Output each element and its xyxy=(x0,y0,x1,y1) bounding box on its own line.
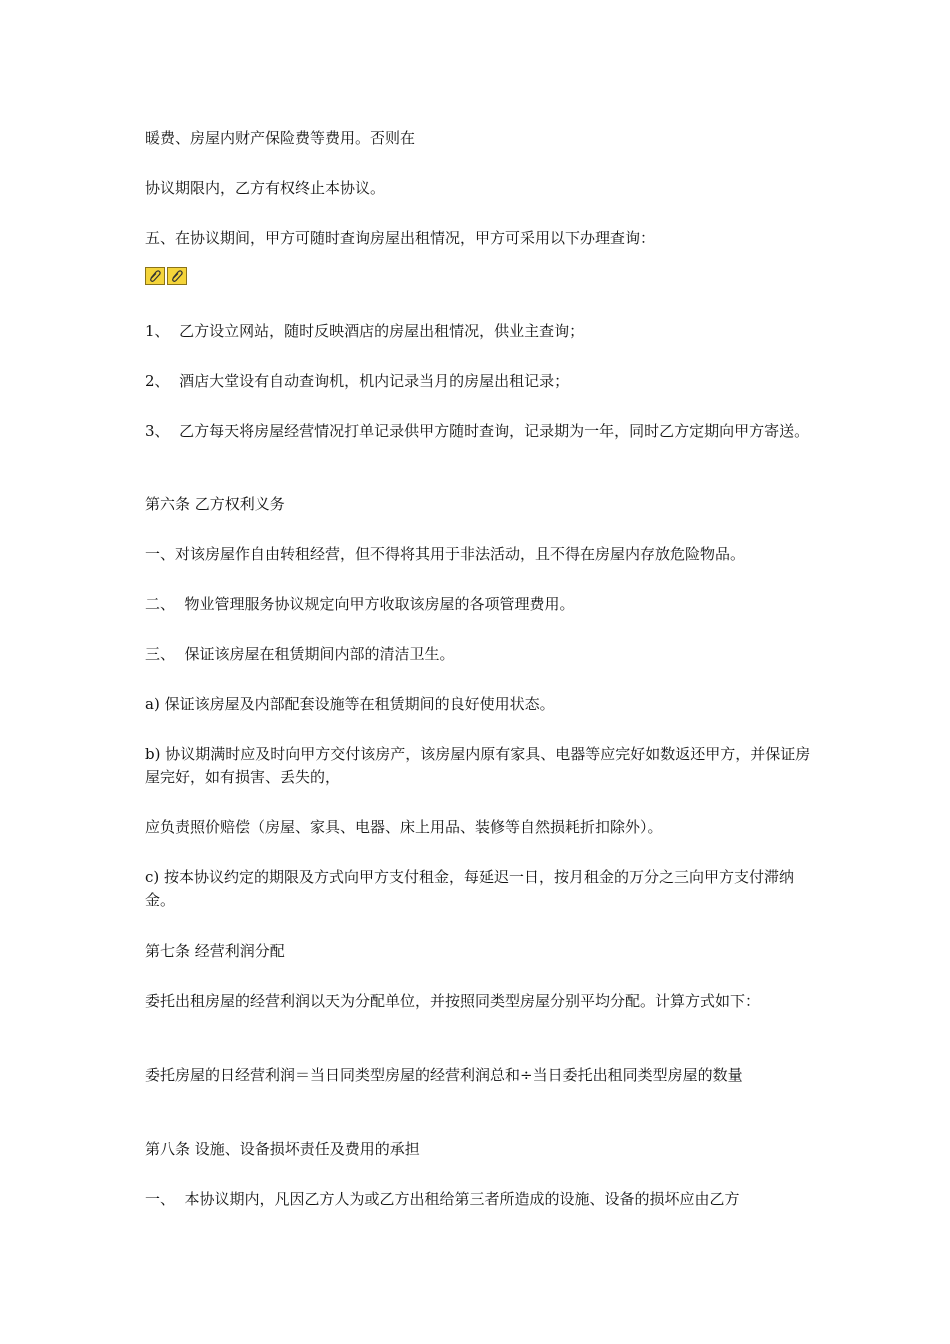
paragraph: a) 保证该房屋及内部配套设施等在租赁期间的良好使用状态。 xyxy=(145,695,555,713)
paragraph: 应负责照价赔偿（房屋、家具、电器、床上用品、装修等自然损耗折扣除外）。 xyxy=(145,818,663,836)
paperclip-icon[interactable] xyxy=(145,267,165,285)
paragraph: 二、 物业管理服务协议规定向甲方收取该房屋的各项管理费用。 xyxy=(145,595,575,613)
paragraph: 五、在协议期间，甲方可随时查询房屋出租情况，甲方可采用以下办理查询： xyxy=(145,229,656,247)
list-item: 1、 乙方设立网站，随时反映酒店的房屋出租情况，供业主查询； xyxy=(145,322,585,340)
list-item: 2、 酒店大堂设有自动查询机，机内记录当月的房屋出租记录； xyxy=(145,372,570,390)
section-heading: 第七条 经营利润分配 xyxy=(145,942,285,960)
paragraph: b) 协议期满时应及时向甲方交付该房产，该房屋内原有家具、电器等应完好如数返还甲方，并保证房屋完好，如有损害、丢失的， xyxy=(145,745,811,786)
paragraph: 委托房屋的日经营利润＝当日同类型房屋的经营利润总和÷当日委托出租同类型房屋的数量 xyxy=(145,1066,743,1084)
paragraph: c) 按本协议约定的期限及方式向甲方支付租金，每延迟一日，按月租金的万分之三向甲方支付滞纳金。 xyxy=(145,868,795,909)
paragraph: 一、 本协议期内，凡因乙方人为或乙方出租给第三者所造成的设施、设备的损坏应由乙方 xyxy=(145,1190,740,1208)
paperclip-icon[interactable] xyxy=(167,267,187,285)
list-item: 3、 乙方每天将房屋经营情况打单记录供甲方随时查询，记录期为一年，同时乙方定期向甲方寄送。 xyxy=(145,422,810,440)
embedded-objects xyxy=(145,267,187,285)
paragraph: 协议期限内，乙方有权终止本协议。 xyxy=(145,179,386,197)
paragraph: 委托出租房屋的经营利润以天为分配单位，并按照同类型房屋分别平均分配。计算方式如下： xyxy=(145,992,761,1010)
section-heading: 第八条 设施、设备损坏责任及费用的承担 xyxy=(145,1140,420,1158)
paragraph: 三、 保证该房屋在租赁期间内部的清洁卫生。 xyxy=(145,645,455,663)
paragraph: 暖费、房屋内财产保险费等费用。否则在 xyxy=(145,129,416,147)
section-heading: 第六条 乙方权利义务 xyxy=(145,495,285,513)
paragraph: 一、对该房屋作自由转租经营，但不得将其用于非法活动，且不得在房屋内存放危险物品。 xyxy=(145,545,746,563)
